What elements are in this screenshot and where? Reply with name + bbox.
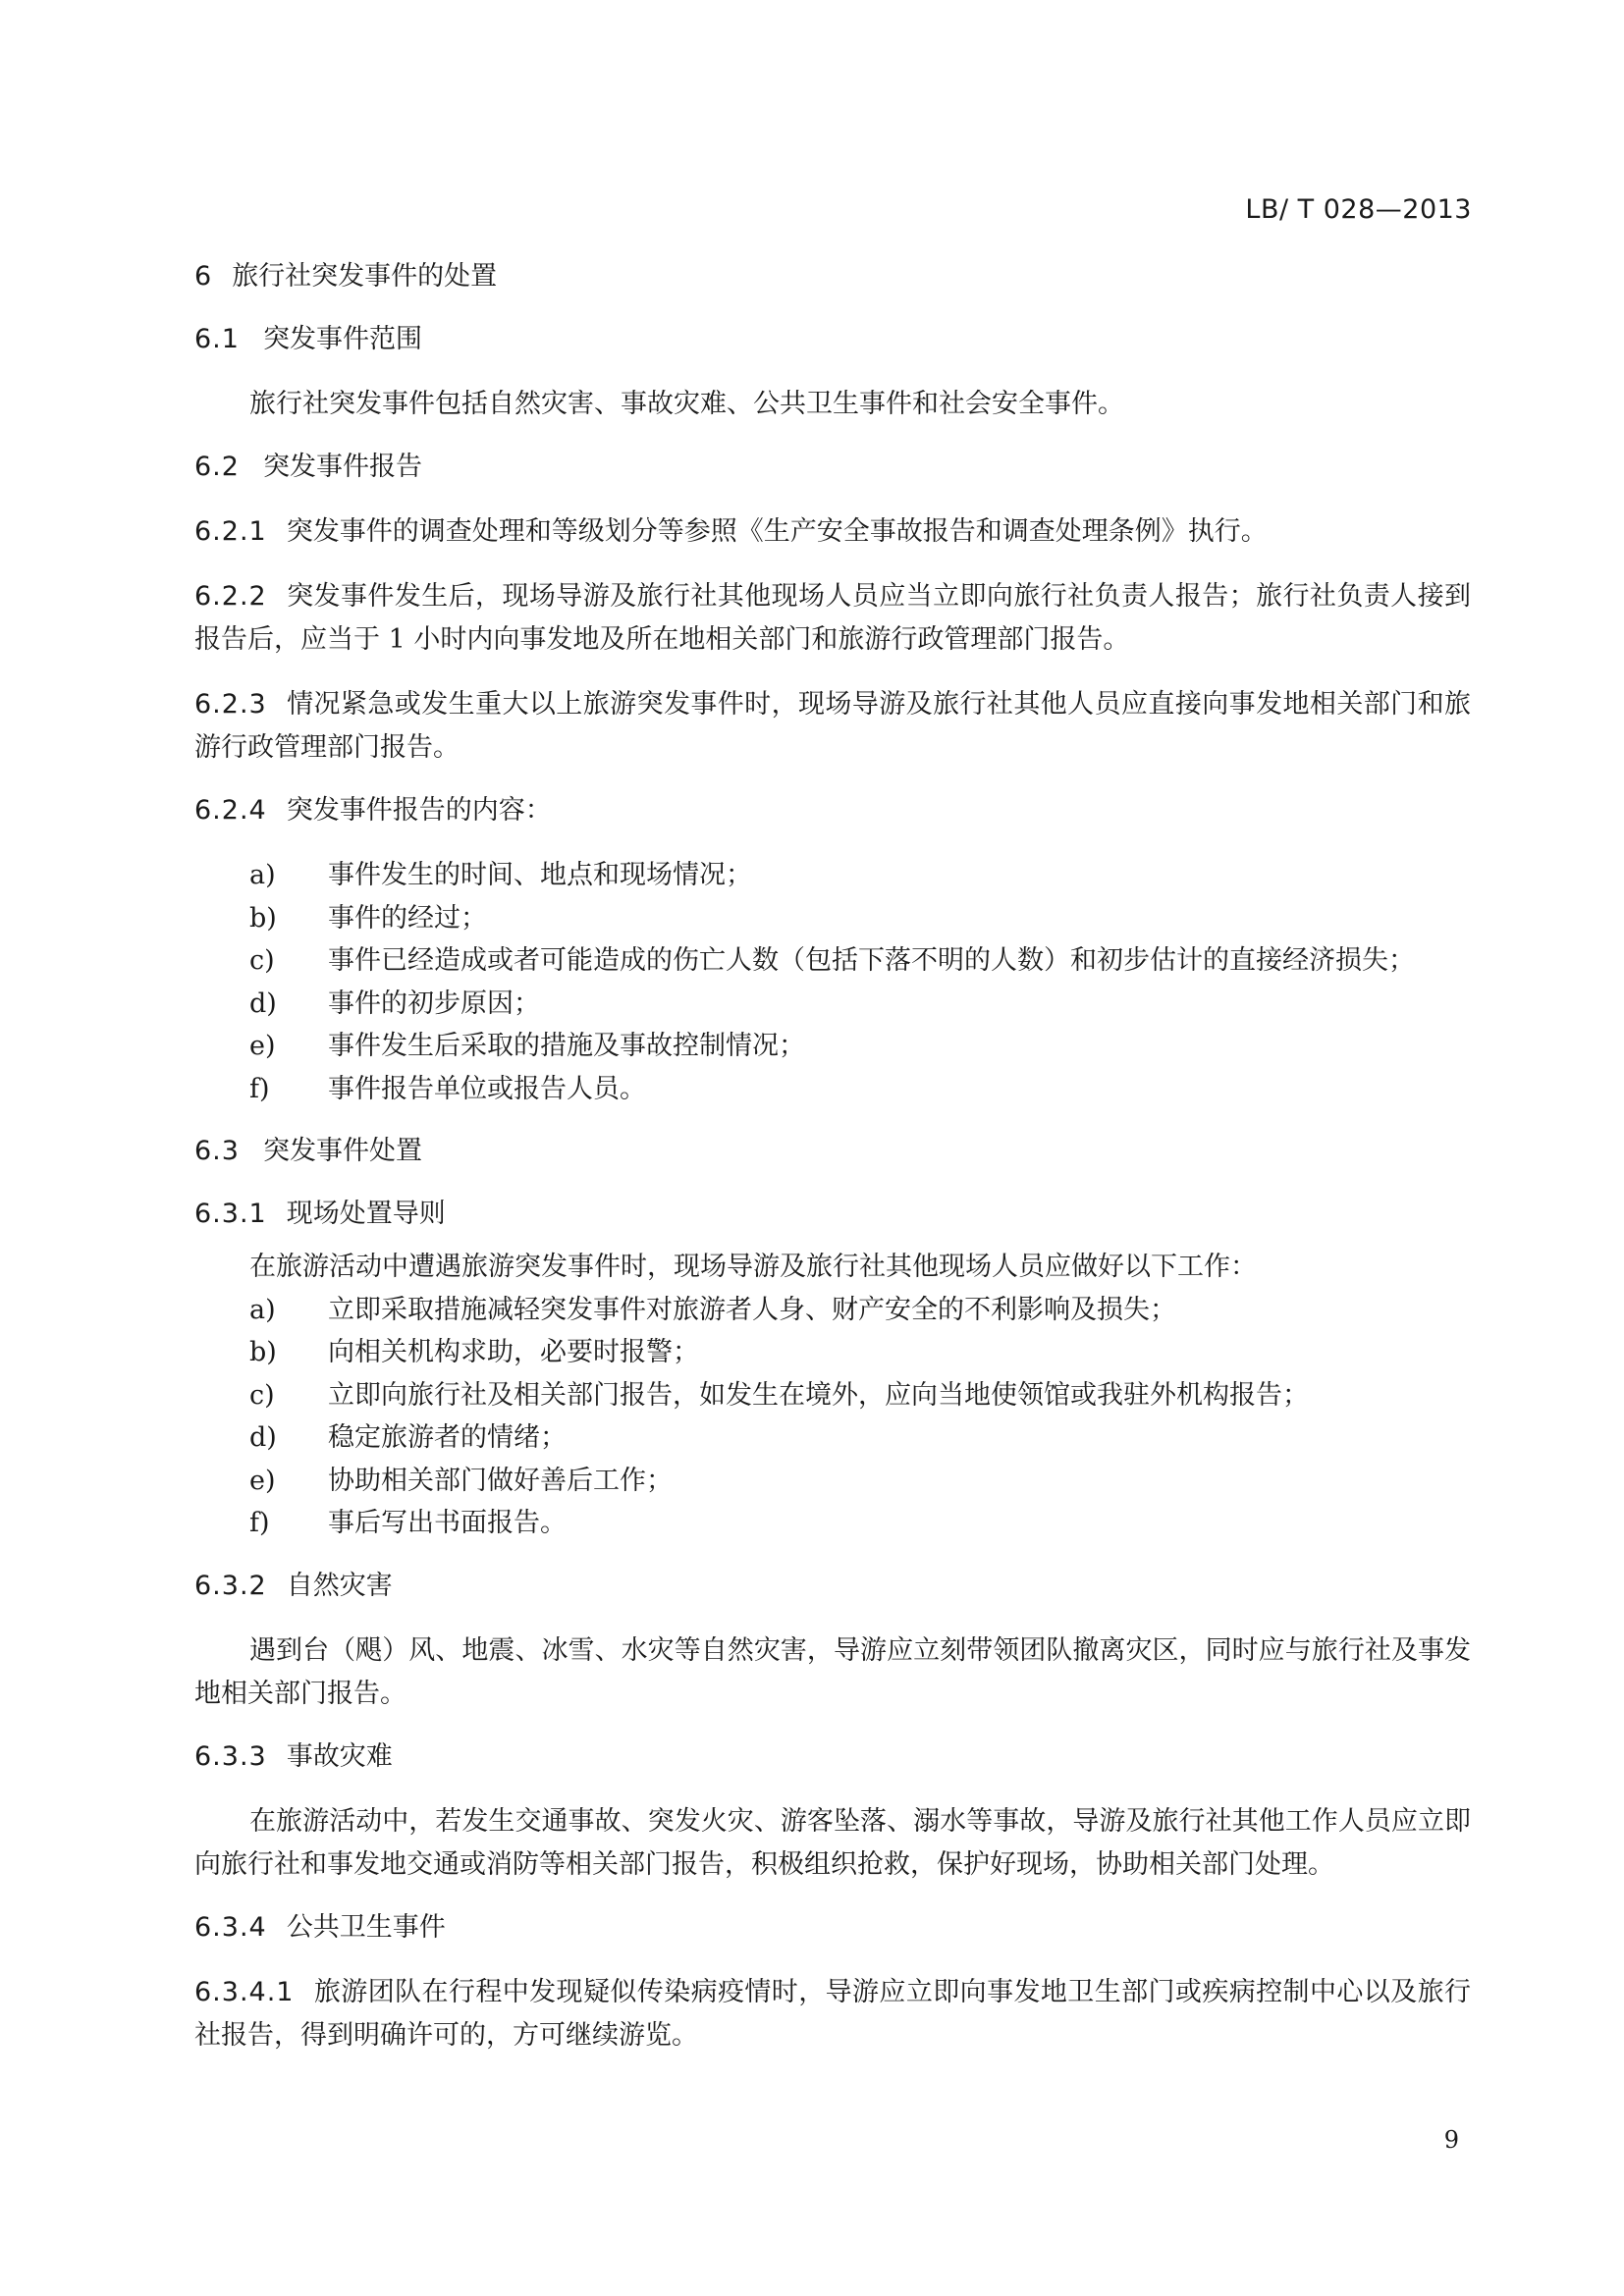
section-number: 6: [194, 261, 213, 292]
clause-number: 6.2.4: [194, 795, 267, 826]
section-title: 突发事件范围: [262, 324, 422, 354]
list-item: [194, 1289, 1471, 1332]
clause-6-3-2-text: 遇到台（飓）风、地震、冰雪、水灾等自然灾害，导游应立刻带领团队撤离灾区，同时应与旅行社及事发地相关部门报告。: [194, 1634, 1471, 1709]
clause-6-2-3: [194, 683, 1471, 770]
page-number: 9: [1443, 2126, 1459, 2154]
list-item-text: 协助相关部门做好善后工作；: [328, 1465, 673, 1496]
list-marker: a): [249, 1294, 276, 1325]
section-6-1-text: 旅行社突发事件包括自然灾害、事故灾难、公共卫生事件和社会安全事件。: [249, 389, 1124, 419]
standard-code: LB/ T 028—2013: [1245, 194, 1472, 225]
clause-6-3-3-heading: [194, 1737, 1471, 1777]
list-item-text: 向相关机构求助，必要时报警；: [328, 1337, 699, 1367]
list-item: [194, 1502, 1471, 1545]
list-item-text: 立即向旅行社及相关部门报告，如发生在境外，应向当地使领馆或我驻外机构报告；: [328, 1379, 1309, 1411]
clause-text: 情况紧急或发生重大以上旅游突发事件时，现场导游及旅行社其他人员应直接向事发地相关部门和旅游行政管理部门报告。: [194, 689, 1471, 763]
list-item-text: 立即采取措施减轻突发事件对旅游者人身、财产安全的不利影响及损失；: [328, 1294, 1176, 1325]
clause-number: 6.3.2: [194, 1570, 267, 1601]
list-marker: a): [249, 860, 276, 890]
list-item: [194, 1331, 1471, 1374]
section-6-3-heading: [194, 1132, 1471, 1171]
list-marker: c): [249, 1379, 275, 1411]
clause-title: 事故灾难: [286, 1740, 393, 1772]
clause-title: 突发事件报告的内容：: [286, 795, 552, 826]
list-item: [194, 1416, 1471, 1460]
list-marker: f): [249, 1073, 270, 1104]
clause-title: 自然灾害: [286, 1570, 393, 1601]
clause-number: 6.3.4.1: [194, 1976, 295, 2007]
clause-number: 6.3.3: [194, 1740, 267, 1772]
section-title: 旅行社突发事件的处置: [232, 261, 498, 292]
clause-number: 6.3.4: [194, 1911, 267, 1943]
section-6-2-heading: [194, 448, 1471, 487]
list-marker: f): [249, 1508, 270, 1538]
list-item-text: 事后写出书面报告。: [328, 1508, 567, 1538]
clause-6-3-1-heading: [194, 1195, 1471, 1234]
clause-text: 突发事件发生后，现场导游及旅行社其他现场人员应当立即向旅行社负责人报告；旅行社负责人接到报告后，应当于 1 小时内向事发地及所在地相关部门和旅游行政管理部门报告。: [194, 581, 1471, 655]
clause-number: 6.2.3: [194, 689, 267, 720]
clause-6-3-2-heading: [194, 1567, 1471, 1606]
clause-title: 现场处置导则: [286, 1199, 446, 1229]
section-title: 突发事件处置: [262, 1136, 422, 1166]
clause-6-3-1-intro: 在旅游活动中遭遇旅游突发事件时，现场导游及旅行社其他现场人员应做好以下工作：: [249, 1252, 1257, 1282]
list-item: [194, 939, 1471, 983]
clause-6-2-4-heading: [194, 791, 1471, 830]
document-body: [194, 257, 1471, 2079]
list-item-text: 事件的初步原因；: [328, 988, 540, 1019]
list-marker: d): [249, 1422, 277, 1453]
section-6-heading: [194, 257, 1471, 296]
clause-6-3-4-heading: [194, 1908, 1471, 1948]
clause-6-2-2: [194, 575, 1471, 662]
clause-text: 旅游团队在行程中发现疑似传染病疫情时，导游应立即向事发地卫生部门或疾病控制中心以及旅行社报告，得到明确许可的，方可继续游览。: [194, 1976, 1471, 2051]
list-marker: b): [249, 902, 277, 934]
list-item-text: 事件发生的时间、地点和现场情况；: [328, 860, 752, 890]
list-item: [194, 983, 1471, 1026]
list-marker: b): [249, 1337, 277, 1367]
list-item-text: 事件发生后采取的措施及事故控制情况；: [328, 1031, 805, 1061]
section-number: 6.2: [194, 452, 240, 482]
list-item: [194, 1068, 1471, 1111]
section-title: 突发事件报告: [262, 452, 422, 482]
clause-number: 6.2.2: [194, 581, 267, 612]
list-item: [194, 1374, 1471, 1417]
list-item: [194, 1025, 1471, 1068]
clause-6-3-4-1: [194, 1971, 1471, 2057]
list-marker: c): [249, 945, 275, 976]
list-marker: d): [249, 988, 277, 1019]
clause-title: 公共卫生事件: [286, 1911, 446, 1943]
clause-6-2-1: [194, 510, 1471, 554]
section-6-1-heading: [194, 320, 1471, 359]
section-number: 6.3: [194, 1136, 240, 1166]
list-item: [194, 854, 1471, 897]
list-item-text: 事件报告单位或报告人员。: [328, 1073, 646, 1104]
clause-number: 6.3.1: [194, 1199, 267, 1229]
clause-text: 突发事件的调查处理和等级划分等参照《生产安全事故报告和调查处理条例》执行。: [286, 516, 1268, 547]
clause-6-3-3-text: 在旅游活动中，若发生交通事故、突发火灾、游客坠落、溺水等事故，导游及旅行社其他工作人员应立即向旅行社和事发地交通或消防等相关部门报告，积极组织抢救，保护好现场，协助相关部门处理。: [194, 1805, 1471, 1880]
clause-number: 6.2.1: [194, 516, 267, 547]
report-contents-list: [194, 854, 1471, 1110]
list-item-text: 稳定旅游者的情绪；: [328, 1422, 567, 1453]
onsite-actions-list: [194, 1289, 1471, 1545]
list-item: [194, 897, 1471, 940]
section-number: 6.1: [194, 324, 240, 354]
list-item-text: 事件的经过；: [328, 902, 487, 934]
list-item: [194, 1460, 1471, 1503]
list-marker: e): [249, 1465, 276, 1496]
list-item-text: 事件已经造成或者可能造成的伤亡人数（包括下落不明的人数）和初步估计的直接经济损失；: [328, 945, 1415, 976]
list-marker: e): [249, 1031, 276, 1061]
